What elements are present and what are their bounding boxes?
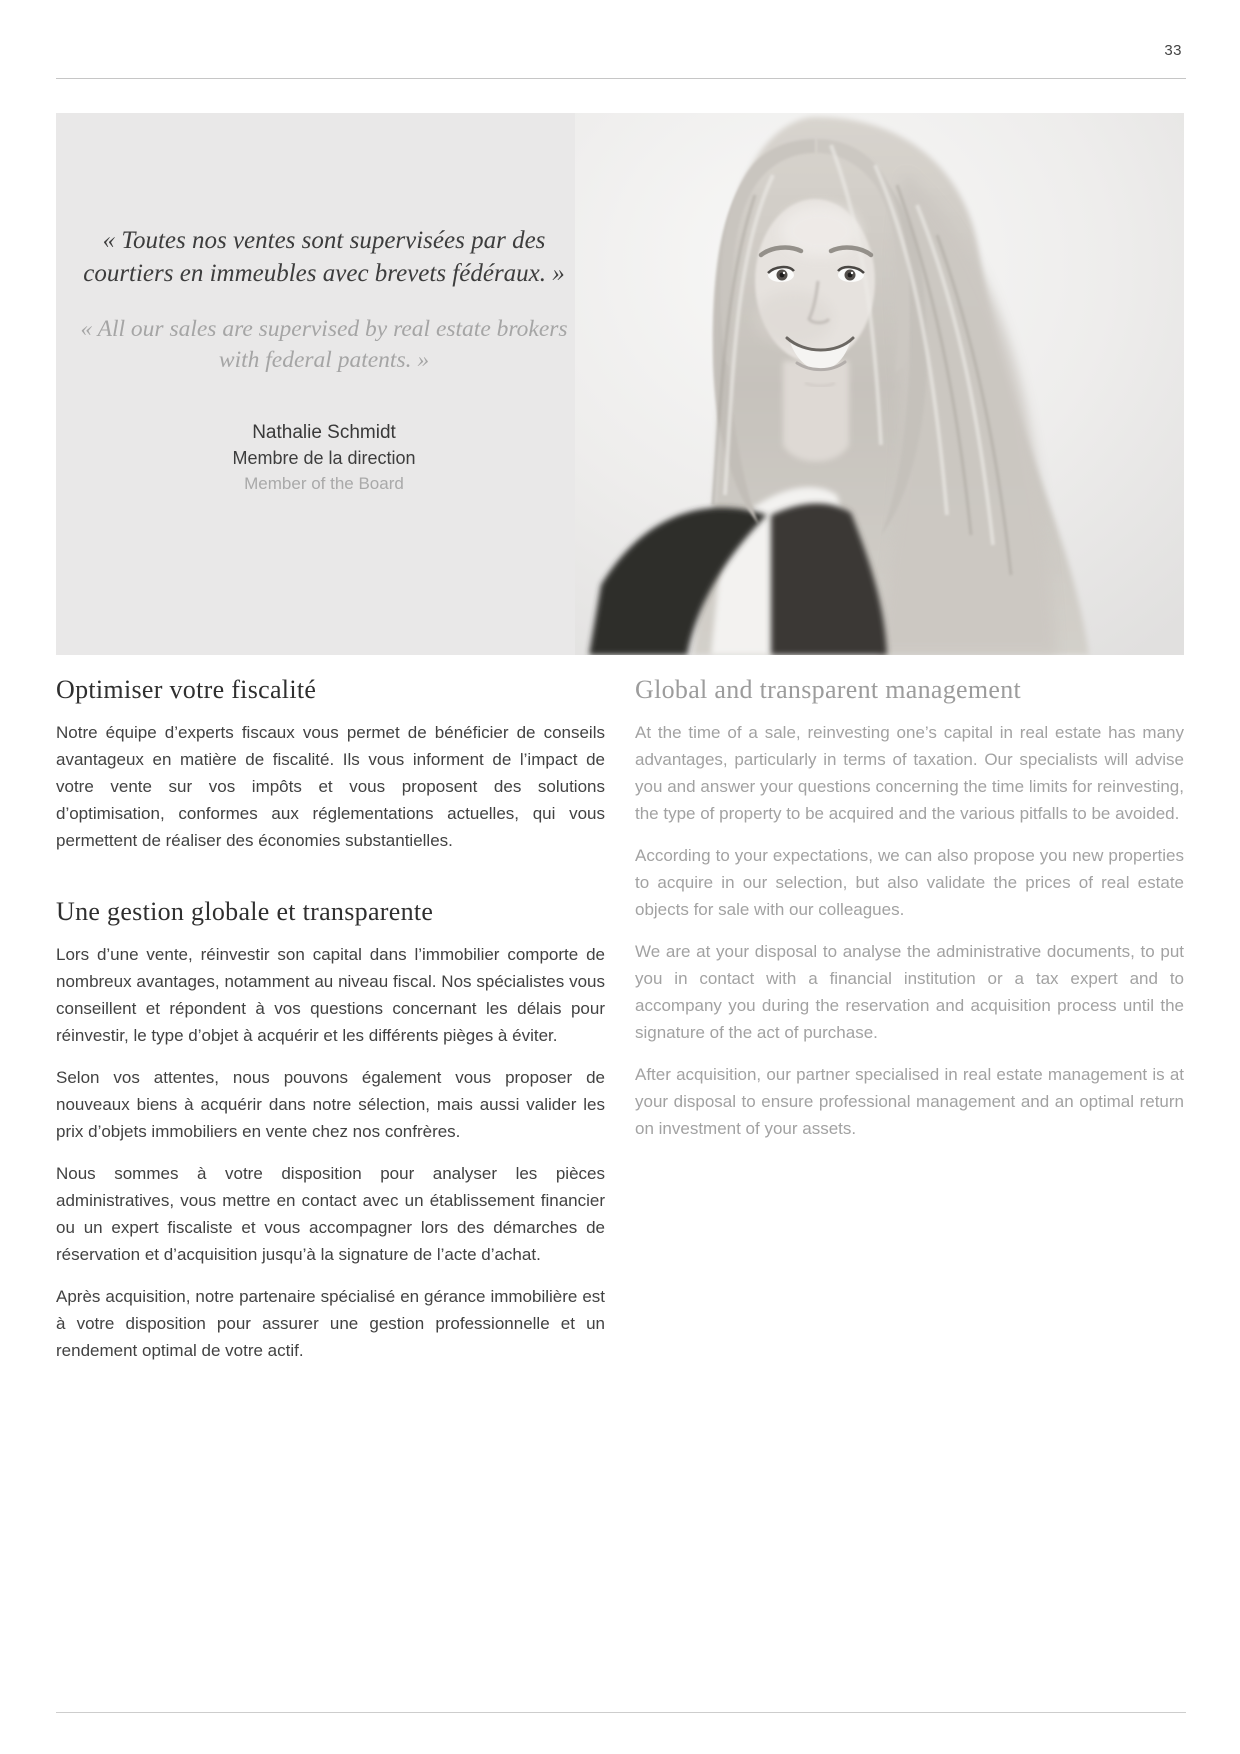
quote-english: « All our sales are supervised by real estate brokers with federal patents. » xyxy=(80,316,568,374)
person-role-english: Member of the Board xyxy=(244,474,404,494)
top-rule xyxy=(56,78,1186,79)
person-block xyxy=(78,420,570,496)
english-column xyxy=(635,674,1184,1379)
french-paragraph-2: Lors d’une vente, réinvestir son capital dans l’immobilier comporte de nombreux avantages, notamment au niveau fiscal. Nos spécialistes vous conseillent et répondent à vos questions concernant les délais pour réinvestir, le type d’objet à acquérir et les différents pièges à éviter. xyxy=(56,945,605,1046)
english-paragraph-3: We are at your disposal to analyse the administrative documents, to put you in contact with a financial institution or a tax expert and to accompany you during the reservation and acquisition process until the signature of the act of purchase. xyxy=(635,942,1184,1043)
english-paragraph-4: After acquisition, our partner specialised in real estate management is at your disposal to ensure professional management and an optimal return on investment of your assets. xyxy=(635,1065,1184,1139)
main-content xyxy=(56,674,1184,1379)
french-paragraph-1: Notre équipe d’experts fiscaux vous permet de bénéficier de conseils avantageux en matière de fiscalité. Ils vous informent de l’impact de votre vente sur vos impôts et vous proposent des solutions d’optimisation, conformes aux réglementations actuelles, qui vous permettent de réaliser des économies substantielles. xyxy=(56,723,605,851)
hero-section xyxy=(56,113,1184,655)
heading-optimiser-fiscalite: Optimiser votre fiscalité xyxy=(56,675,317,704)
french-paragraph-5: Après acquisition, notre partenaire spécialisé en gérance immobilière est à votre disposition pour assurer une gestion professionnelle et un rendement optimal de votre actif. xyxy=(56,1287,605,1361)
quote-french: « Toutes nos ventes sont supervisées par des courtiers en immeubles avec brevets fédéraux. » xyxy=(83,227,565,287)
page-number: 33 xyxy=(1164,42,1182,59)
english-paragraph-2: According to your expectations, we can also propose you new properties to acquire in our selection, but also validate the prices of real estate objects for sale with our colleagues. xyxy=(635,846,1184,920)
bottom-rule xyxy=(56,1712,1186,1713)
english-paragraph-1: At the time of a sale, reinvesting one’s capital in real estate has many advantages, particularly in terms of taxation. Our specialists will advise you and answer your questions concerning the time limits for reinvesting, the type of property to be acquired and the various pitfalls to be avoided. xyxy=(635,723,1184,824)
french-paragraph-3: Selon vos attentes, nous pouvons également vous proposer de nouveaux biens à acquérir dans notre sélection, mais aussi valider les prix d’objets immobiliers en vente chez nos confrères. xyxy=(56,1068,605,1142)
quote-block xyxy=(78,225,570,496)
french-column xyxy=(56,674,605,1379)
person-role-french: Membre de la direction xyxy=(232,448,416,469)
portrait-photo xyxy=(575,113,1184,655)
heading-global-management: Global and transparent management xyxy=(635,675,1022,704)
heading-gestion-globale: Une gestion globale et transparente xyxy=(56,897,434,927)
french-paragraph-4: Nous sommes à votre disposition pour analyser les pièces administratives, vous mettre en contact avec un établissement financier ou un expert fiscaliste et vous accompagner lors des démarches de réservation et d’acquisition jusqu’à la signature de l’acte d’achat. xyxy=(56,1164,605,1265)
person-name: Nathalie Schmidt xyxy=(252,422,396,444)
